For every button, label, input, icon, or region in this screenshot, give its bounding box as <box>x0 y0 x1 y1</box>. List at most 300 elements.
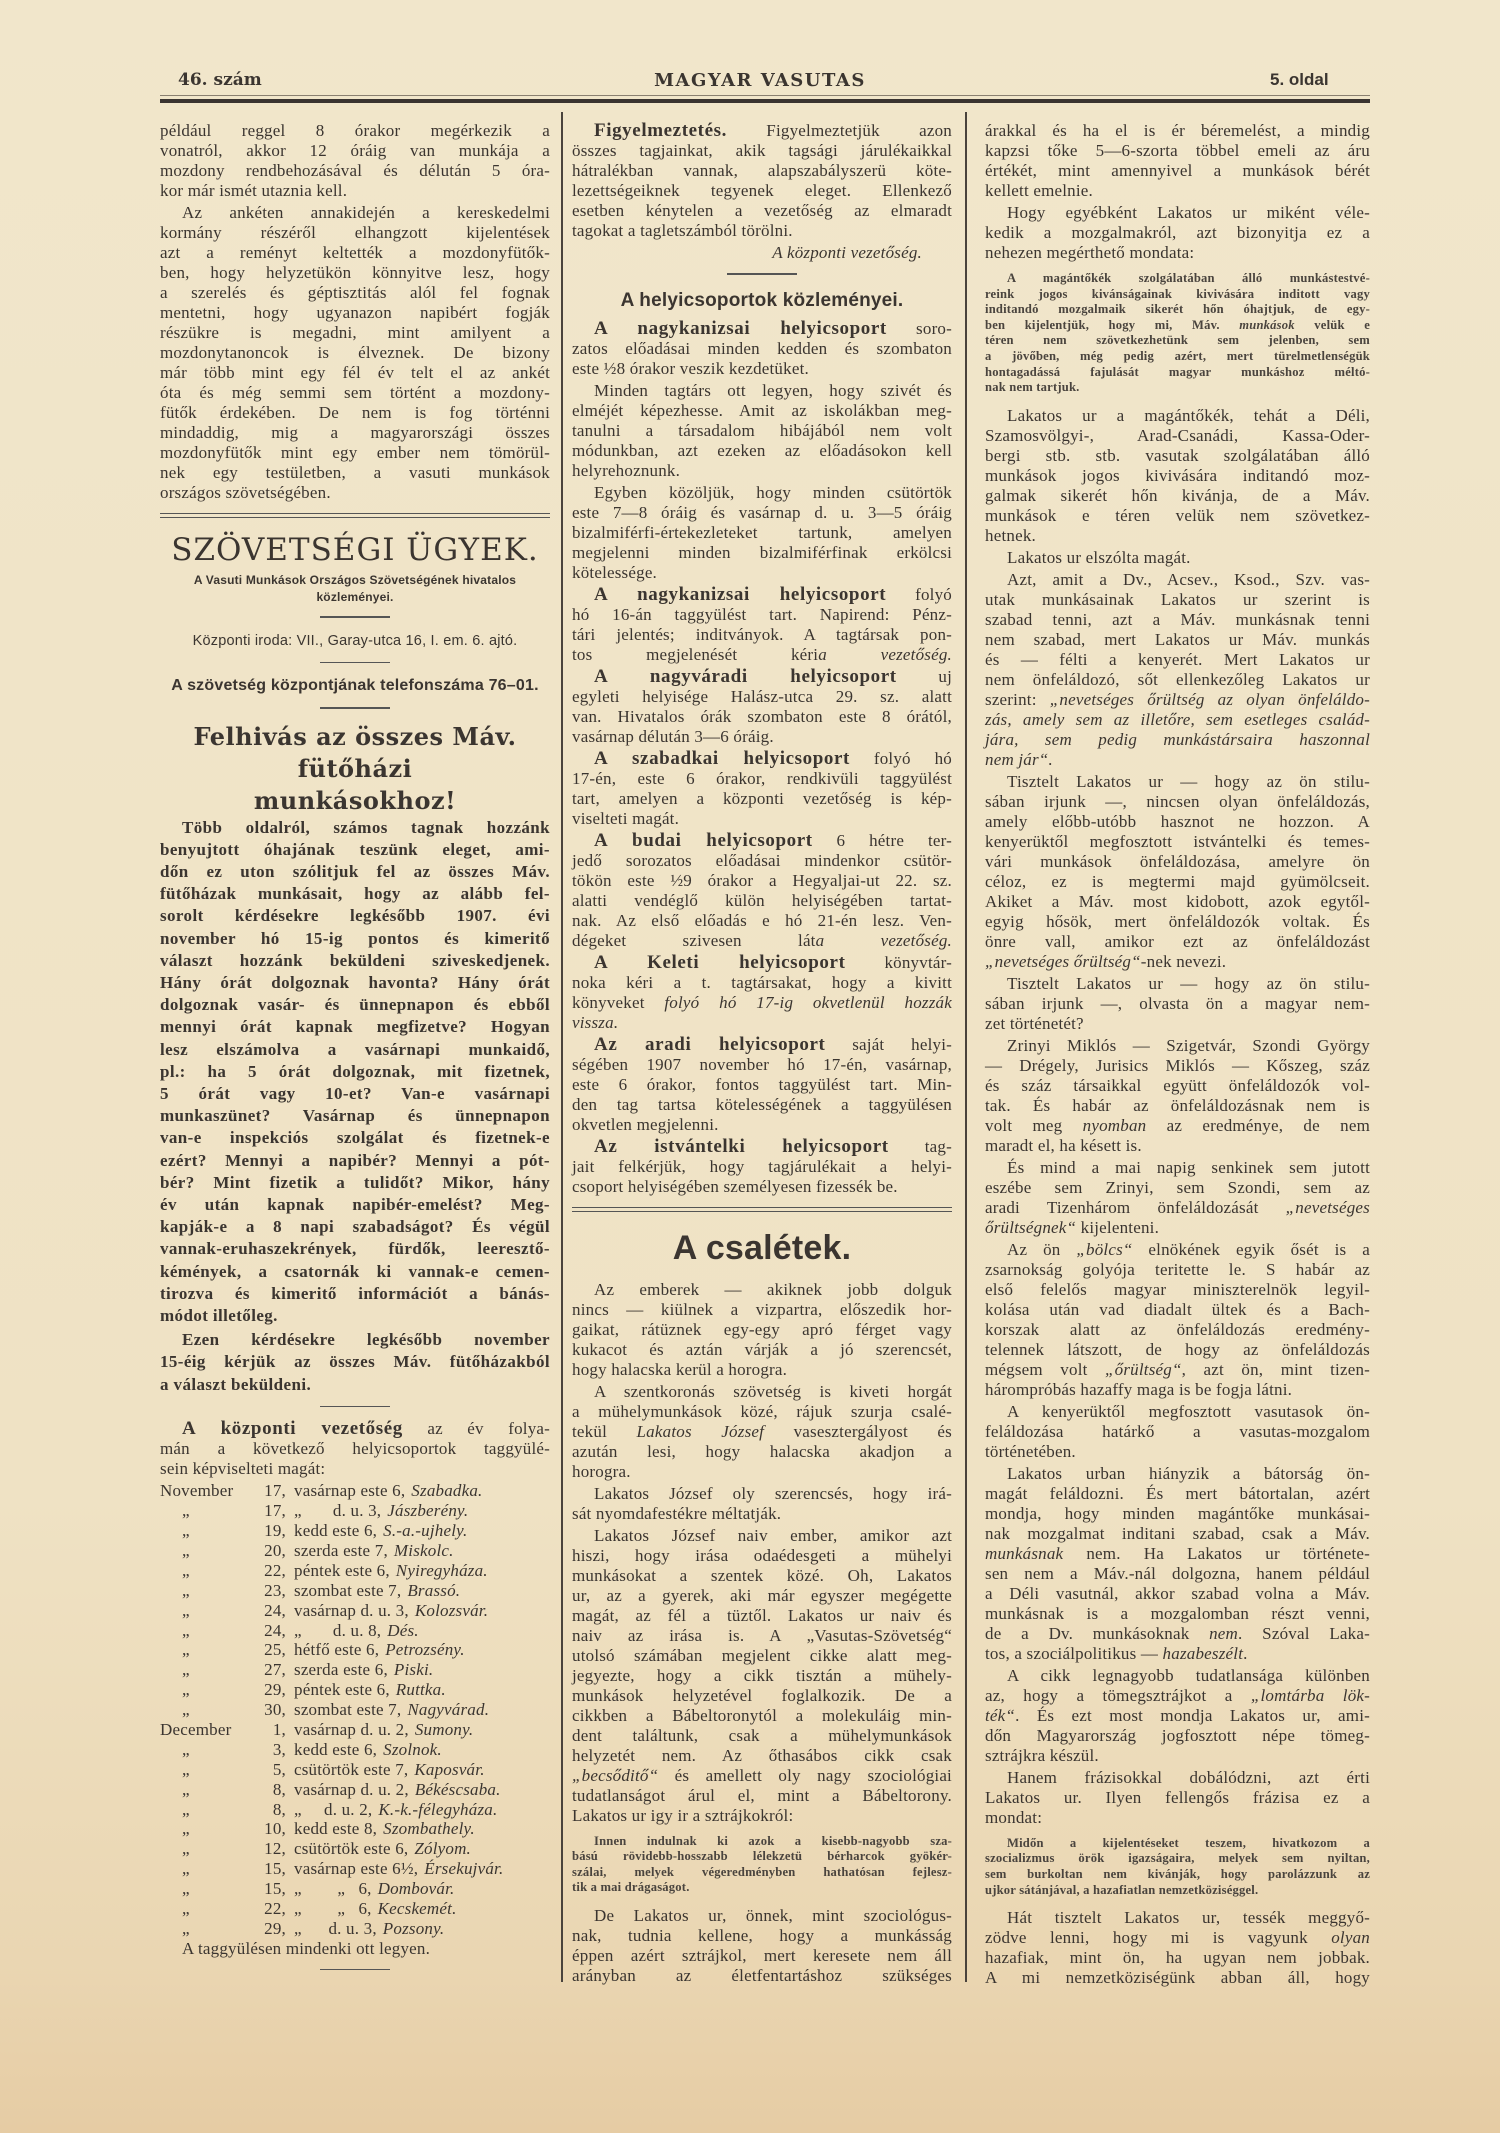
text-line: nincs — kiülnek a vizpartra, előszedik hor- <box>572 1299 952 1319</box>
text-line: horogra. <box>572 1461 631 1481</box>
text-line: tökön este ½9 órakor a Hegyaljai-ut 22. sz. <box>572 870 952 890</box>
text-line: sában irjunk —, nincsen olyan önfeláldozás, <box>985 791 1370 811</box>
text-line: országos szövetségében. <box>160 483 331 502</box>
text-line <box>572 585 952 605</box>
text-line: Hát tisztelt Lakatos ur, tessék meggyő- <box>1007 1908 1370 1928</box>
text-line <box>985 1686 1370 1706</box>
time-description: „ d. u. 2, <box>294 1799 373 1819</box>
short-rule <box>320 707 390 709</box>
text-line: Midőn a kijelentéseket teszem, hivatkozom a <box>1007 1835 1370 1850</box>
text-line: Lakatos József oly szerencsés, hogy irá- <box>594 1483 952 1503</box>
subtitle-line: közleményei. <box>316 590 394 604</box>
italic-text: „lomtárba lök- <box>1250 1685 1371 1705</box>
appeal-heading <box>160 721 550 817</box>
schedule-row <box>160 1780 550 1800</box>
text-line: tik a mai drágaságot. <box>572 1880 690 1895</box>
place-name: Ruttka. <box>395 1680 446 1700</box>
text-line: hárompróbás hazaffy maga is be fogja látni. <box>985 1379 1293 1399</box>
text-line: zet történetét? <box>985 1013 1084 1033</box>
lead-in-bold: Az aradi helyicsoport <box>594 1033 826 1055</box>
text-line: dőn Magyarország jogfosztott népe tömeg- <box>985 1725 1370 1745</box>
meeting-schedule <box>160 1481 550 1938</box>
schedule-row <box>160 1601 550 1621</box>
text-run: 6 hétre ter- <box>812 830 952 850</box>
text-line: kormány részéről elhangzott kijelentések <box>160 223 550 242</box>
text-line: vári munkások önfeláldozása, amelyre ön <box>985 851 1370 871</box>
text-line: lezettségeiknek tegyenek eleget. Ellenkező <box>572 181 952 200</box>
text-line: este 6 órakor, fontos taggyülést tart. Min- <box>572 1074 952 1094</box>
article-paragraph <box>572 1280 952 1380</box>
text-line: dolgoznak vasár- és ünnepnapon és ebből <box>160 995 550 1015</box>
text-line: A mi nemzetköziségünk abban áll, hogy <box>985 1968 1370 1988</box>
text-line: Szamosvölgyi-, Arad-Csanádi, Kassa-Oder- <box>985 425 1370 445</box>
time-description: vasárnap d. u. 2, <box>294 1719 409 1739</box>
text-line: téren nem szövetkezhetünk sem jelenben, sem <box>985 333 1370 348</box>
text-line: első felelős magyar miniszterelnök legyil- <box>985 1279 1370 1299</box>
text-line: lesz elszámolva a vasárnapi munkaidő, <box>160 1039 550 1059</box>
time-description: hétfő este 6, <box>294 1640 380 1660</box>
text-run: folyó <box>886 584 953 604</box>
italic-text: hazabeszélt <box>1162 1643 1244 1663</box>
italic-text: vissza. <box>572 1012 619 1032</box>
text-line: Azt, amit a Dv., Acsev., Ksod., Szv. vas- <box>1007 569 1370 589</box>
short-rule <box>727 273 797 275</box>
day: 8, <box>272 1779 286 1799</box>
text-line: hontagadássá fajulását magyar munkáshoz méltó- <box>985 364 1370 379</box>
text-line: módunkban, azt ezeken az előadásokon kell <box>572 440 952 460</box>
time-description: szombat este 7, <box>294 1580 402 1600</box>
text-run: szerint: <box>985 689 1050 709</box>
article-paragraph <box>160 1419 550 1479</box>
text-line: maradt el, ha késett is. <box>985 1135 1142 1155</box>
month: „ <box>182 1660 190 1680</box>
text-run: az, hogy a tömegsztrájkot a <box>985 1685 1251 1705</box>
text-run: velük e <box>1294 317 1370 332</box>
article-paragraph <box>572 585 952 665</box>
italic-text: olyan <box>1331 1928 1370 1948</box>
text-line: Hogy egyébként Lakatos ur miként véle- <box>1007 203 1370 222</box>
text-line <box>985 690 1370 710</box>
article-paragraph <box>985 1908 1370 1988</box>
text-line: Hány órát dolgoznak havonta? Hány órát <box>160 972 550 992</box>
place-name: Érsekujvár. <box>424 1859 504 1879</box>
day: 12, <box>264 1839 286 1859</box>
schedule-row <box>160 1859 550 1879</box>
italic-text: folyó hó 17-ig okvetlenül hozzák <box>664 992 952 1012</box>
article-paragraph <box>572 1382 952 1482</box>
day: 17, <box>264 1501 286 1521</box>
italic-text: munkások <box>1239 317 1295 332</box>
text-line <box>572 667 952 687</box>
schedule-row <box>160 1800 550 1820</box>
text-line: magát, az fél a tüztől. Lakatos ur naiv és <box>572 1605 952 1625</box>
text-line: Lakatos urban hiányzik a bátorság ön- <box>1007 1463 1370 1483</box>
italic-text: „nevetséges őrültség az olyan önfeláldo- <box>1049 689 1370 709</box>
text-line: módot illetőleg. <box>160 1305 278 1325</box>
text-line: korszak alatt az önfeláldozás eredmény- <box>985 1319 1370 1339</box>
day: 20, <box>264 1540 286 1560</box>
time-description: vasárnap este 6, <box>294 1481 406 1501</box>
italic-text: Lakatos József <box>636 1421 765 1441</box>
text-line: A szentkoronás szövetség is kiveti horgát <box>594 1381 952 1401</box>
text-line: szabad tenni, azt a Máv. munkásnak tenni <box>985 609 1370 629</box>
text-line: munkások jogos kivivására inditandó moz- <box>985 465 1370 485</box>
text-line <box>985 1116 1370 1136</box>
text-line: Tisztelt Lakatos ur — hogy az ön stilu- <box>1007 771 1370 791</box>
article-paragraph <box>572 1035 952 1135</box>
text-line: a választ beküldeni. <box>160 1374 312 1394</box>
text-line <box>985 1218 1370 1238</box>
place-name: Szabadka. <box>411 1481 483 1501</box>
italic-text: őrültségnek“ <box>985 1217 1077 1237</box>
text-line <box>572 931 952 951</box>
text-line: Egyben közöljük, hogy minden csütörtök <box>594 482 952 502</box>
schedule-row <box>160 1561 550 1581</box>
text-line <box>985 1360 1370 1380</box>
text-line: benyujtott óhajának teszünk eleget, ami- <box>160 839 550 859</box>
text-run: elnökének egyik ősét is a <box>1132 1239 1370 1259</box>
text-line: van-e inspekciós szolgálat és fizetnek-e <box>160 1128 550 1148</box>
article-paragraph <box>985 121 1370 201</box>
text-line: ur, az a gyerek, aki már egyszer megégette <box>572 1585 952 1605</box>
month: „ <box>182 1898 190 1918</box>
day: 15, <box>264 1879 286 1899</box>
article-paragraph <box>572 667 952 747</box>
article-paragraph <box>985 1768 1370 1828</box>
text-line: tak. És habár az önfeláldozásnak nem is <box>985 1095 1370 1115</box>
text-run: az év folya- <box>402 1419 550 1439</box>
text-line: céloz, ez is megtermi majd gyümölcseit. <box>985 871 1370 891</box>
schedule-row <box>160 1481 550 1501</box>
page-number: 5. oldal <box>1270 70 1329 89</box>
quoted-passage <box>985 271 1370 396</box>
place-name: Nyiregyháza. <box>395 1560 488 1580</box>
time-description: péntek este 6, <box>294 1560 390 1580</box>
text-line <box>572 1766 952 1786</box>
day: 24, <box>264 1600 286 1620</box>
text-line: Tisztelt Lakatos ur — hogy az ön stilu- <box>1007 973 1370 993</box>
schedule-row <box>160 1621 550 1641</box>
time-description: „ d. u. 3, <box>294 1501 382 1521</box>
text-line: mennyi órát kapnak megfizetve? Hogyan <box>160 1017 550 1037</box>
day: 8, <box>272 1799 286 1819</box>
text-line: cikkben a Bábeltoronytól a molekuláig min- <box>572 1705 952 1725</box>
lead-in-bold: A budai helyicsoport <box>594 829 813 851</box>
text-line: és — félti a kenyerét. Mert Lakatos ur <box>985 649 1370 669</box>
month: „ <box>182 1819 190 1839</box>
italic-text: nem jár“. <box>985 749 1053 769</box>
text-line: például reggel 8 órakor megérkezik a <box>160 121 550 140</box>
text-line: nek egy testületben, a vasuti munkások <box>160 463 550 482</box>
article-paragraph <box>985 570 1370 770</box>
text-line <box>985 1706 1370 1726</box>
text-line: kapják-e a 8 napi szabadságot? És végül <box>160 1217 550 1237</box>
text-line: A kenyerüktől megfosztott vasutasok ön- <box>1007 1401 1370 1421</box>
text-line: viselteti magát. <box>572 808 680 828</box>
text-line: eszébe sem Zrinyi, sem Szondi, sem az <box>985 1177 1370 1197</box>
text-line: nak, tudnia kellene, hogy a munkásság <box>572 1925 952 1945</box>
text-line: kapzsi tőke 5—6-szorta többel emeli az áru <box>985 141 1370 160</box>
month: December <box>160 1719 232 1739</box>
section-subtitle <box>160 572 550 606</box>
text-line <box>572 319 952 339</box>
text-line: mozdony rendbehozásával és délután 5 óra- <box>160 161 550 180</box>
text-line: kellett emelnie. <box>985 181 1093 200</box>
text-line: este 7—8 óráig és vasárnap d. u. 3—5 óráig <box>572 502 952 522</box>
month: „ <box>182 1680 190 1700</box>
text-line: tári jelentés; inditványok. A tagtársak pon- <box>572 624 952 644</box>
month: „ <box>182 1501 190 1521</box>
text-line <box>572 953 952 973</box>
short-rule <box>320 1969 390 1971</box>
time-description: „ „ 6, <box>294 1898 372 1918</box>
article-paragraph <box>160 1939 550 1959</box>
text-line: hogy halacska kerül a horogra. <box>572 1359 788 1379</box>
article-paragraph <box>985 974 1370 1034</box>
place-name: S.-a.-ujhely. <box>383 1521 468 1541</box>
day: 22, <box>264 1560 286 1580</box>
text-line: mozdonytanoncok is élveznek. De bizony <box>160 343 550 362</box>
article-paragraph <box>572 831 952 951</box>
time-description: vasárnap este 6½, <box>294 1859 419 1879</box>
quoted-passage <box>572 1834 952 1896</box>
text-line: és száz társaikkal együtt önfeláldozók vol- <box>985 1075 1370 1095</box>
text-line: sein képviselteti magát: <box>160 1459 326 1479</box>
short-rule <box>320 1406 390 1408</box>
text-line: Az emberek — akiknek jobb dolguk <box>594 1279 952 1299</box>
place-name: Zólyom. <box>414 1839 472 1859</box>
schedule-row <box>160 1581 550 1601</box>
text-line: szocializmus örök igazságaira, melyek sem nyiltan, <box>985 1851 1370 1866</box>
header-thick-rule <box>160 99 1370 103</box>
text-run: vasesztergályost és <box>764 1421 952 1441</box>
text-line: A taggyülésen mindenki ott legyen. <box>182 1938 431 1958</box>
text-line: Az ankéten annakidején a kereskedelmi <box>182 203 550 222</box>
month: „ <box>182 1918 190 1938</box>
text-line: mindaddig, mig a magyarországi összes <box>160 423 550 442</box>
place-name: Sumony. <box>414 1719 474 1739</box>
text-line: választ hozzánk beküldeni sziveskedjenek. <box>160 950 550 970</box>
article-paragraph <box>985 1402 1370 1462</box>
text-run: Figyelmeztetjük azon <box>726 121 952 140</box>
text-run: -nek nevezi. <box>1140 951 1227 971</box>
italic-text: „nevetséges <box>1285 1197 1370 1217</box>
schedule-row <box>160 1919 550 1939</box>
place-name: Kecskemét. <box>377 1898 457 1918</box>
text-line: kémények, a csatornák ki vannak-e cemen- <box>160 1261 550 1281</box>
text-line: Zrinyi Miklós — Szigetvár, Szondi György <box>1007 1035 1370 1055</box>
text-line: nem szabad, mert Lakatos ur Máv. munkás <box>985 629 1370 649</box>
text-line: fütők érdekében. De nem is fog történni <box>160 403 550 422</box>
text-run: mégsem volt <box>985 1359 1105 1379</box>
month: „ <box>182 1560 190 1580</box>
article-paragraph <box>572 319 952 379</box>
text-line: helyrehoznunk. <box>572 460 681 480</box>
text-line: Hanem frázisokkal dobálódzni, azt érti <box>1007 1767 1370 1787</box>
text-line: nak mozgalmat inditani szabad, csak a Máv. <box>985 1523 1370 1543</box>
day: 3, <box>272 1739 286 1759</box>
month: November <box>160 1481 234 1501</box>
text-line: a mühelymunkások közé, rájuk szurja csalé- <box>572 1401 952 1421</box>
text-line: összes tagjainkat, akik tagsági járulékaikkal <box>572 141 952 160</box>
text-line: ségében 1907 november hó 17-én, vasárnap, <box>572 1054 952 1074</box>
text-line: vonatról, akkor 12 óráig van munkája a <box>160 141 550 160</box>
text-line: éppen azért sztrájkol, mert keresete nem áll <box>572 1945 952 1965</box>
text-line: értékét, mint amennyivel a munkások bérét <box>985 161 1370 180</box>
text-line: pl.: ha 5 órát dolgoznak, mit fizetnek, <box>160 1061 550 1081</box>
text-line: esetben kénytelen a vezetőség az elmaradt <box>572 201 952 220</box>
month: „ <box>182 1799 190 1819</box>
text-line: mondat: <box>985 1807 1043 1827</box>
time-description: „ d. u. 8, <box>294 1620 382 1640</box>
text-line: munkásnak is a mozgalomban részt venni, <box>985 1603 1370 1623</box>
text-line: egyig hősök, mert önfeláldozók voltak. És <box>985 911 1370 931</box>
text-line: — Drégely, Jurisics Miklós — Kőszeg, száz <box>985 1055 1370 1075</box>
schedule-row <box>160 1640 550 1660</box>
bold-paragraph <box>160 817 550 1328</box>
day: 24, <box>264 1620 286 1640</box>
italic-text: „nevetséges őrültség“ <box>985 951 1141 971</box>
lead-in-bold: A központi vezetőség <box>182 1418 403 1440</box>
article-paragraph <box>985 1036 1370 1156</box>
text-line: elméjét képezhesse. Amit az iskolákban meg- <box>572 400 952 420</box>
text-line: A magántőkék szolgálatában álló munkástestvé- <box>1007 271 1370 285</box>
text-line: sában irjunk —, olvasta ön a magyar nem- <box>985 993 1370 1013</box>
text-run: könyveket <box>572 992 665 1012</box>
text-line: kolása után vad diadalt ültek és a Bach- <box>985 1299 1370 1319</box>
text-line <box>572 831 952 851</box>
text-line: telennek látszott, de hogy az önfeláldozás <box>985 1339 1370 1359</box>
text-line: inditandó mozgalmaik sikerét hőn óhajtjuk, de egy- <box>985 302 1370 317</box>
time-description: „ „ 6, <box>294 1879 372 1899</box>
text-line <box>160 1419 550 1439</box>
header-thin-rule <box>160 95 1370 96</box>
article-paragraph <box>985 1666 1370 1766</box>
text-line: Lakatos ur igy ir a sztrájkokról: <box>572 1805 794 1825</box>
place-name: Brassó. <box>407 1580 461 1600</box>
text-line: Innen indulnak ki azok a kisebb-nagyobb sza- <box>594 1833 952 1848</box>
text-line: nak. Az első előadás e hó 21-én lesz. Ven- <box>572 910 952 930</box>
text-line: szálai, melyek végeredményben hathatósan fejlesz- <box>572 1864 952 1879</box>
text-line: tagokat a tagletszámból törölni. <box>572 221 793 240</box>
schedule-row <box>160 1879 550 1899</box>
month: „ <box>182 1600 190 1620</box>
article-paragraph <box>572 381 952 481</box>
text-line: kedik a mozgalmakról, azt bizonyitja ez a <box>985 223 1370 242</box>
text-line: zatos előadásai minden kedden és szombaton <box>572 338 952 358</box>
lead-in-bold: A szabadkai helyicsoport <box>594 747 850 769</box>
italic-text: „becsőditő“ <box>572 1765 659 1785</box>
quoted-passage <box>985 1836 1370 1898</box>
text-line: mán a következő helyicsoportok taggyülé- <box>160 1439 550 1459</box>
day: 29, <box>264 1918 286 1938</box>
short-rule <box>320 616 390 618</box>
time-description: szerda este 7, <box>294 1540 388 1560</box>
text-run: . Szóval Laka- <box>1238 1623 1370 1643</box>
place-name: Petrozsény. <box>385 1640 465 1660</box>
text-line: történetében. <box>985 1441 1076 1461</box>
text-line: sorolt kérdésekre legkésőbb 1907. évi <box>160 906 550 926</box>
text-line: azt a reményt keltették a mozdonyfütők- <box>160 243 550 262</box>
text-line: galmak sikerét hőn kivánja, de a Máv. <box>985 485 1370 505</box>
text-line <box>985 710 1370 730</box>
text-line: mentetni, hogy ugyanazon napibért fogják <box>160 303 550 322</box>
text-line: sztrájkra készül. <box>985 1745 1099 1765</box>
text-line <box>985 1644 1370 1664</box>
day: 25, <box>264 1640 286 1660</box>
article-paragraph <box>572 121 952 241</box>
italic-text: a vezetőség. <box>818 644 952 664</box>
place-name: Piski. <box>393 1660 434 1680</box>
text-line: hetnek. <box>985 525 1036 545</box>
text-line: Akiket a Máv. most kidobott, azok egytől- <box>985 891 1370 911</box>
office-address: Központi iroda: VII., Garay-utca 16, I. em. 6. ajtó. <box>192 632 518 649</box>
text-line: este ½8 órakor veszik kezdetüket. <box>572 358 809 378</box>
article-paragraph <box>985 203 1370 263</box>
text-line: 17-én, este 6 órakor, rendkivüli taggyülést <box>572 768 952 788</box>
text-line: tanulni a társadalom hibájából nem volt <box>572 420 952 440</box>
text-run: volt meg <box>985 1115 1083 1135</box>
text-line: Ezen kérdésekre legkésőbb november <box>182 1330 550 1350</box>
text-line <box>572 121 952 141</box>
heading-line: Felhivás az összes Máv. fütőházi <box>193 721 517 783</box>
text-line <box>985 1240 1370 1260</box>
text-line: arányban az életfentartáshoz szükséges <box>572 1965 952 1985</box>
text-line: megjelenni minden bizalmiférfinak erkölcsi <box>572 542 952 562</box>
article-paragraph <box>572 953 952 1033</box>
time-description: szombat este 7, <box>294 1700 402 1720</box>
text-line: hiszi, hogy irása odaédesgeti a mühelyi <box>572 1545 952 1565</box>
text-run: tos megjelenését kéri <box>572 644 819 664</box>
lead-in-bold: A nagykanizsai helyicsoport <box>594 583 887 605</box>
article-title: A csalétek. <box>672 1228 852 1267</box>
time-description: péntek este 6, <box>294 1680 390 1700</box>
article-paragraph <box>572 1484 952 1524</box>
place-name: Dombovár. <box>377 1879 455 1899</box>
text-line <box>985 1928 1370 1948</box>
italic-text: a vezetőség. <box>815 930 952 950</box>
place-name: Kolozsvár. <box>414 1600 489 1620</box>
day: 15, <box>264 1859 286 1879</box>
issue-number: 46. szám <box>178 70 262 90</box>
text-run: tag- <box>888 1136 952 1156</box>
month: „ <box>182 1879 190 1899</box>
text-line: munkásokat a szentek közé. Oh, Lakatos <box>572 1565 952 1585</box>
time-description: „ d. u. 3, <box>294 1918 377 1938</box>
text-line: utak munkásainak Lakatos ur szerint is <box>985 589 1370 609</box>
article-paragraph <box>572 1137 952 1197</box>
article-paragraph <box>160 203 550 503</box>
text-run: folyó hó <box>849 748 952 768</box>
text-line <box>572 645 952 665</box>
text-run: aradi Tizenhárom önfeláldozását <box>985 1197 1286 1217</box>
lead-in-bold: Az istvántelki helyicsoport <box>594 1135 889 1157</box>
month: „ <box>182 1839 190 1859</box>
day: 17, <box>264 1481 286 1501</box>
schedule-row <box>160 1521 550 1541</box>
schedule-row <box>160 1660 550 1680</box>
text-line: kor már ismét utaznia kell. <box>160 181 348 200</box>
article-paragraph <box>985 406 1370 546</box>
time-description: csütörtök este 6, <box>294 1839 409 1859</box>
text-line: kukacot és aztán várják a jó szerencsét, <box>572 1339 952 1359</box>
schedule-row <box>160 1700 550 1720</box>
subtitle-line: A Vasuti Munkások Országos Szövetségének hivatalos <box>193 573 517 587</box>
schedule-row <box>160 1839 550 1859</box>
lead-in-bold: Figyelmeztetés. <box>594 120 727 141</box>
text-run: dégeket szivesen lát <box>572 930 816 950</box>
text-run: az eredménye, de nem <box>1146 1115 1370 1135</box>
